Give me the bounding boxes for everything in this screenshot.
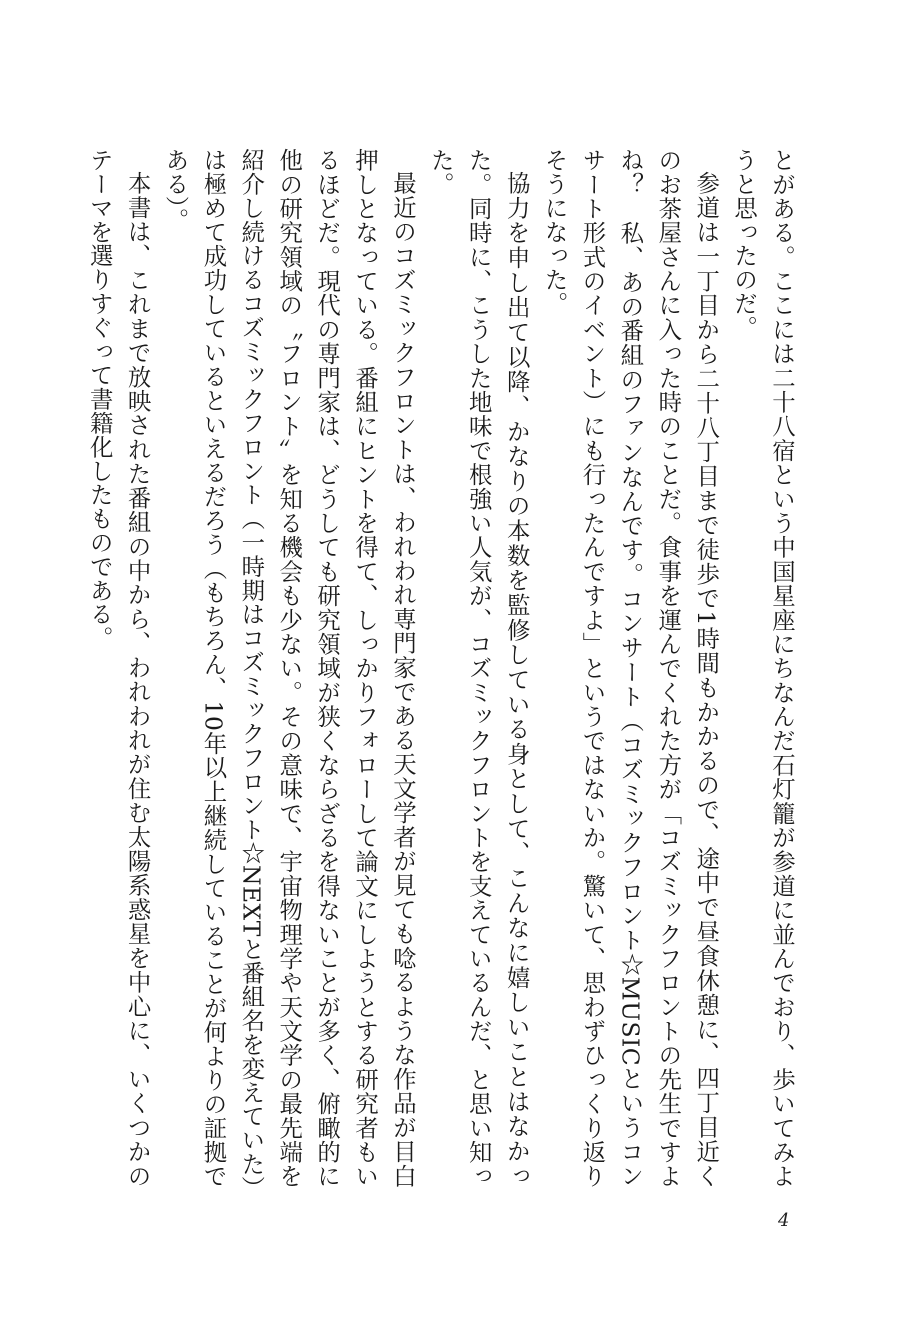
page-number: 4 [778, 1210, 790, 1231]
paragraph-3: 協力を申し出て以降、かなりの本数を監修している身として、こんなに嬉しいことはなかった。同時に、こうした地味で根強い人気が、コズミックフロントを支えているんだ、と思い知った。 [426, 148, 531, 1188]
paragraph-1: とがある。ここには二十八宿という中国星座にちなんだ石灯籠が参道に並んでおり、歩いてみようと思ったのだ。 [730, 148, 796, 1188]
paragraph-5: 本書は、これまで放映された番組の中から、われわれが住む太陽系惑星を中心に、いくつかのテーマを選りすぐって書籍化したものである。 [85, 148, 152, 1188]
paragraph-4: 最近のコズミックフロントは、われわれ専門家である天文学者が見ても唸るような作品が目白押しとなっている。番組にヒントを得て、しっかりフォローして論文にしようとする研究者もいるほどだ。現代の専門家は、どうしても研究領域が狭くならざるを得ないことが多く、俯瞰的に他の研究領域の〝フロント〟を知る機会も少ない。その意味で、宇宙物理学や天文学の最先端を紹介し続けるコズミックフロント（一時期はコズミックフロント☆NEXTと番組名を変えていた）は極めて成功しているといえるだろう（もちろん、10年以上継続していることが何よりの証拠である）。 [161, 148, 417, 1188]
paragraph-2: 参道は一丁目から二十八丁目まで徒歩で1時間もかかるので、途中で昼食休憩に、四丁目近くのお茶屋さんに入った時のことだ。食事を運んでくれた方が「コズミックフロントの先生ですよね？ 私、あの番組のファンなんです。コンサート（コズミックフロント☆MUSICというコンサート形式のイベント）にも行ったんですよ」というではないか。驚いて、思わずひっくり返りそうになった。 [540, 148, 721, 1188]
vertical-text-body [80, 148, 800, 1188]
